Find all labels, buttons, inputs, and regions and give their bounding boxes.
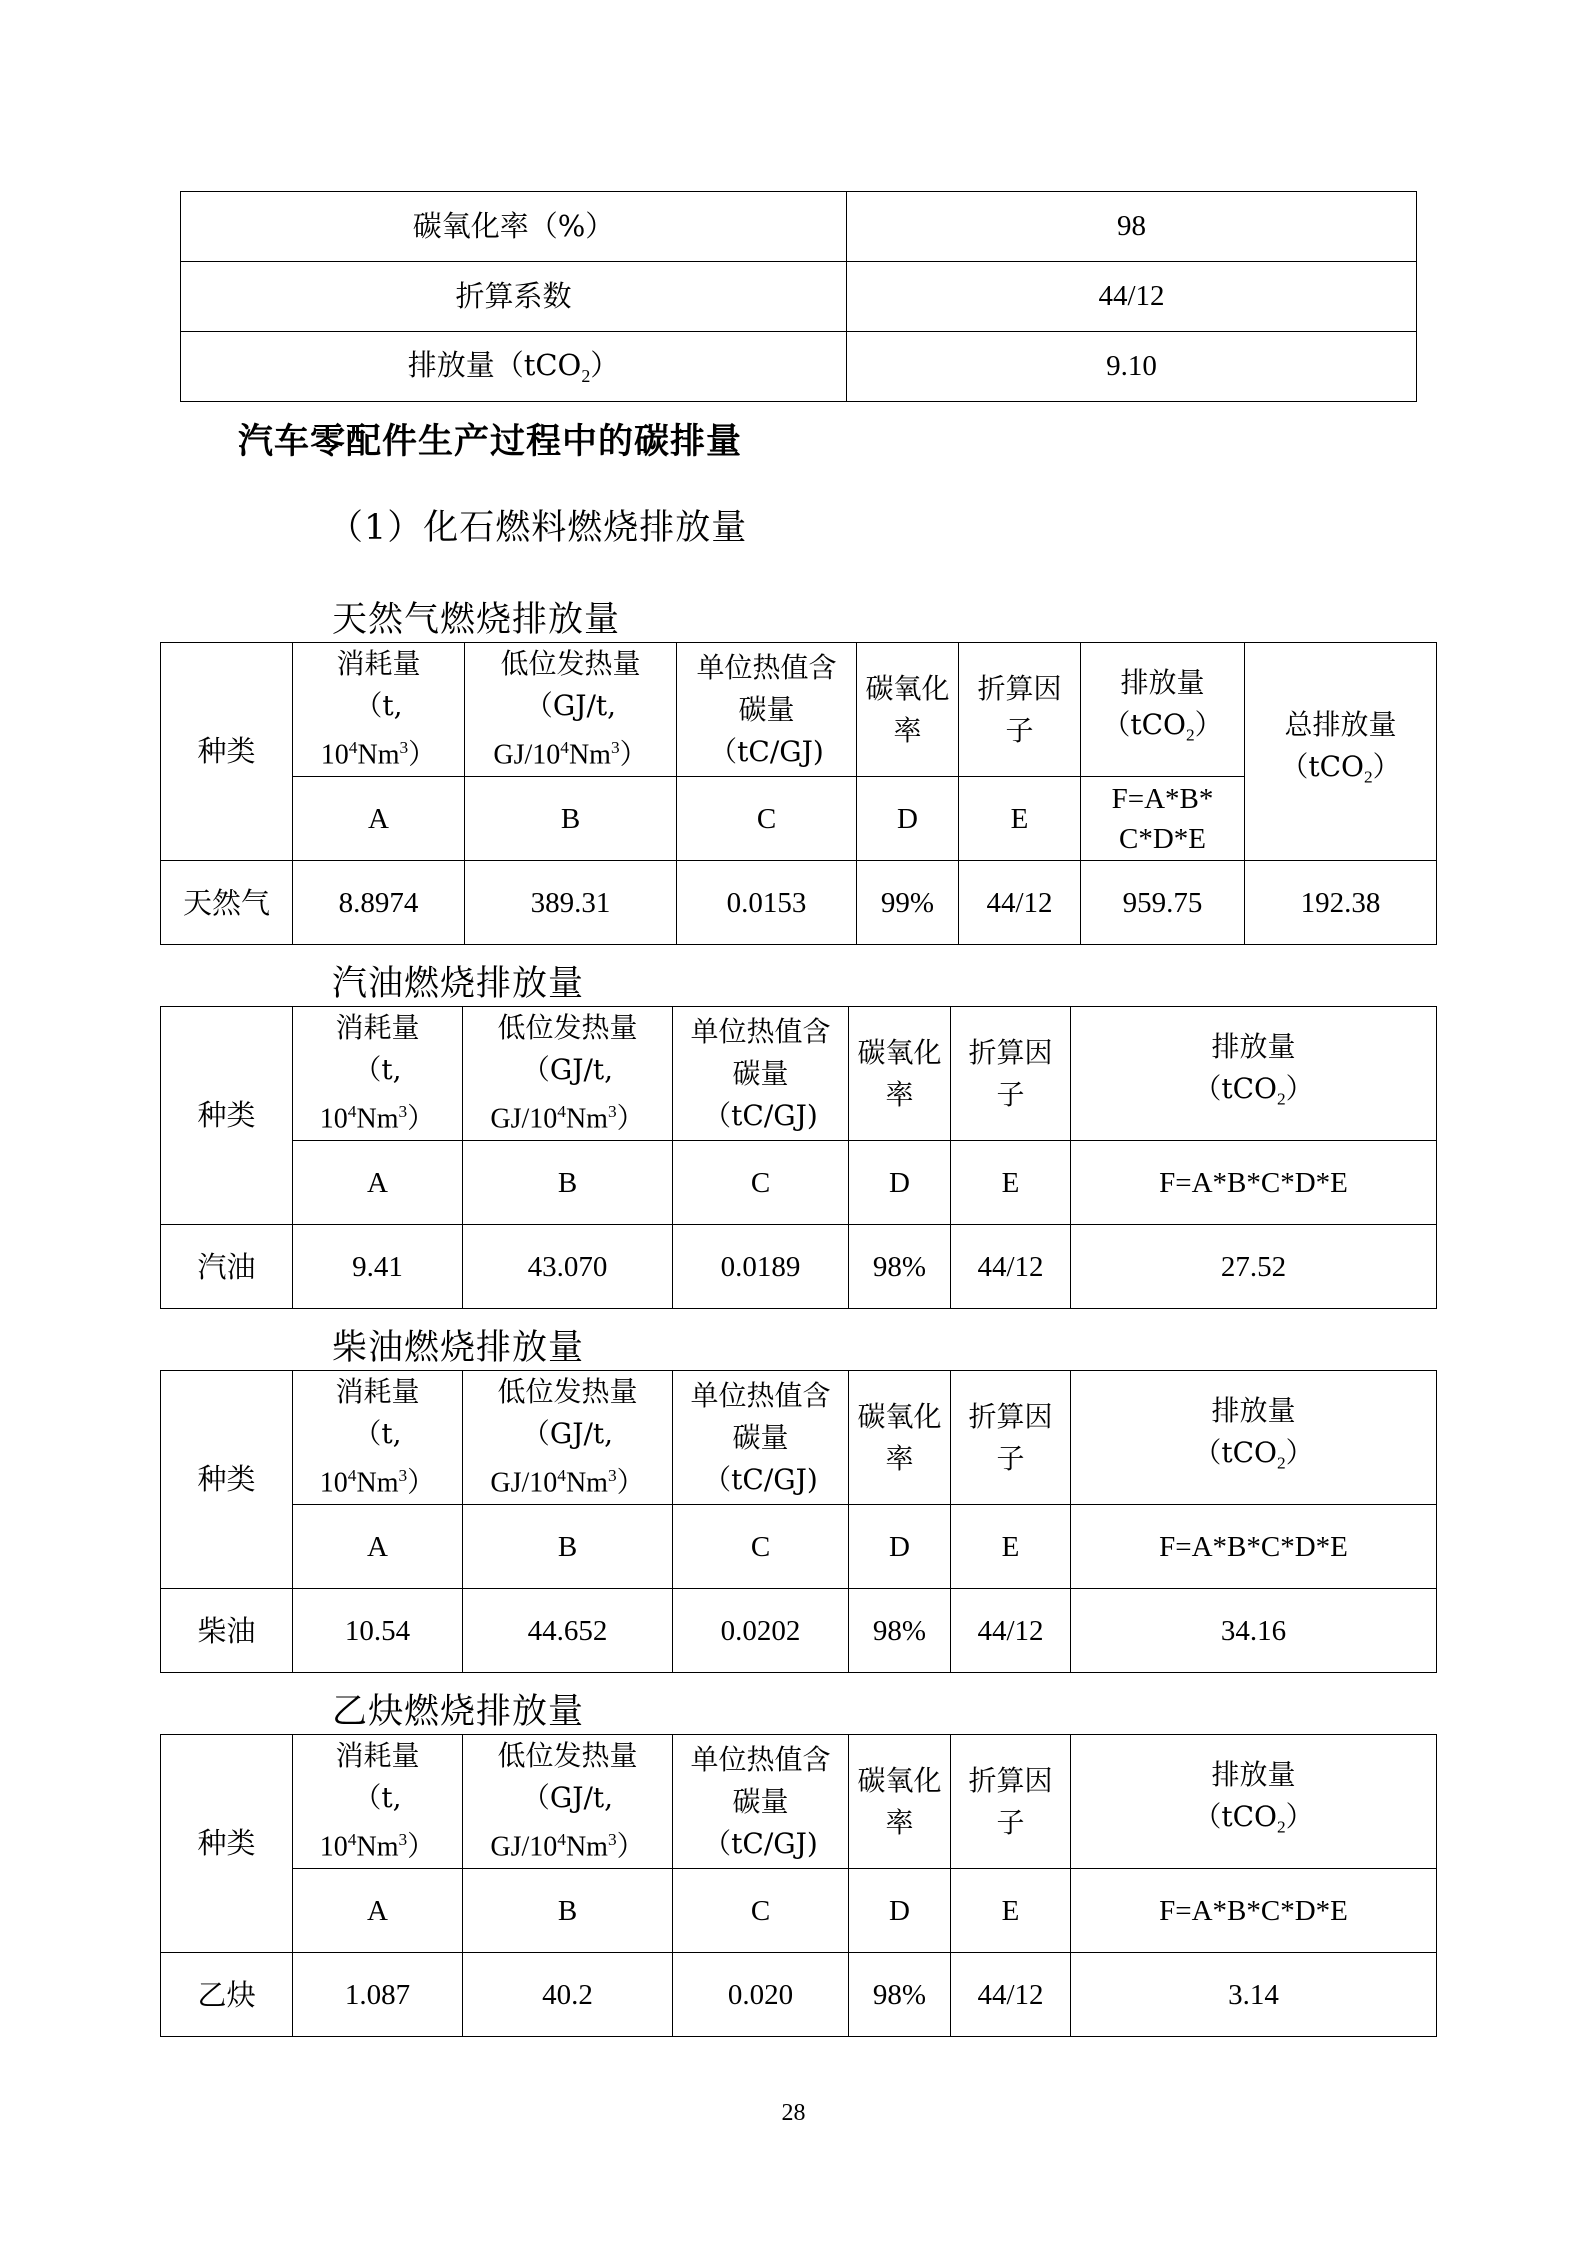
carbon-content-header: 单位热值含 碳量 （tC/GJ) [673,1007,849,1141]
letter-a: A [293,1141,463,1225]
top-summary-table [180,191,1417,402]
table-title: 汽油燃烧排放量 [332,964,585,1004]
value-f: 3.14 [1071,1953,1437,2037]
natural-gas-table [160,642,1437,945]
gasoline-table [160,1006,1437,1309]
value-d: 98% [849,1953,951,2037]
table-header-row [161,643,1437,777]
value-a: 10.54 [293,1589,463,1673]
factor-header: 折算因 子 [951,1735,1071,1869]
consumption-header: 消耗量 （t, $10^4Nm^3$） [293,1007,463,1141]
emission-header: 排放量 （tCO$_2$） [1071,1007,1437,1141]
letter-a: A [293,777,465,861]
letter-c: C [673,1869,849,1953]
oxidation-header: 碳氧化 率 [849,1735,951,1869]
consumption-header: 消耗量 （t, $10^4Nm^3$） [293,1371,463,1505]
value-c: 0.0202 [673,1589,849,1673]
acetylene-table [160,1734,1437,2037]
kind-header: 种类 [161,1735,293,1953]
kind-cell: 天然气 [161,861,293,945]
emission-header: 排放量 （tCO$_2$） [1071,1371,1437,1505]
value-d: 98% [849,1589,951,1673]
value-f: 34.16 [1071,1589,1437,1673]
value-total: 192.38 [1245,861,1437,945]
factor-header: 折算因 子 [959,643,1081,777]
table-row [181,262,1417,332]
emission-header: 排放量 （tCO$_2$） [1081,643,1245,777]
conversion-factor-value: 44/12 [847,262,1417,332]
table-row [161,861,1437,945]
heat-value-header: 低位发热量 （GJ/t, $GJ/10^4Nm^3$） [463,1735,673,1869]
table-title: 柴油燃烧排放量 [332,1328,585,1368]
oxidation-rate-label: 碳氧化率（%） [181,192,847,262]
letter-d: D [849,1505,951,1589]
table-row [161,1225,1437,1309]
emission-label: 排放量（tCO$_2$） [181,332,847,402]
letter-e: E [951,1141,1071,1225]
letter-b: B [463,1141,673,1225]
value-b: 389.31 [465,861,677,945]
kind-cell: 柴油 [161,1589,293,1673]
diesel-table [160,1370,1437,1673]
kind-cell: 汽油 [161,1225,293,1309]
value-b: 40.2 [463,1953,673,2037]
oxidation-header: 碳氧化 率 [849,1007,951,1141]
formula: F=A*B*C*D*E [1071,1141,1437,1225]
letter-a: A [293,1505,463,1589]
letter-c: C [673,1141,849,1225]
consumption-header: 消耗量 （t, $10^4Nm^3$） [293,643,465,777]
table-header-row [161,1869,1437,1953]
sub-heading: （1）化石燃料燃烧排放量 [328,508,748,548]
letter-b: B [463,1869,673,1953]
formula: F=A*B*C*D*E [1071,1869,1437,1953]
kind-cell: 乙炔 [161,1953,293,2037]
oxidation-header: 碳氧化 率 [849,1371,951,1505]
value-e: 44/12 [959,861,1081,945]
emission-header: 排放量 （tCO$_2$） [1071,1735,1437,1869]
value-d: 99% [857,861,959,945]
table-title: 天然气燃烧排放量 [332,600,621,640]
factor-header: 折算因 子 [951,1007,1071,1141]
value-c: 0.020 [673,1953,849,2037]
table-row [181,192,1417,262]
value-a: 8.8974 [293,861,465,945]
table-header-row [161,1505,1437,1589]
value-b: 43.070 [463,1225,673,1309]
letter-d: D [849,1869,951,1953]
kind-header: 种类 [161,1007,293,1225]
table-header-row [161,1371,1437,1505]
formula: F=A*B*C*D*E [1071,1505,1437,1589]
table-header-row [161,1007,1437,1141]
page-number: 28 [781,2100,806,2126]
value-b: 44.652 [463,1589,673,1673]
consumption-header: 消耗量 （t, $10^4Nm^3$） [293,1735,463,1869]
total-emission-header: 总排放量 （tCO$_2$） [1245,643,1437,861]
heat-value-header: 低位发热量 （GJ/t, $GJ/10^4Nm^3$） [465,643,677,777]
table-header-row [161,1735,1437,1869]
value-e: 44/12 [951,1589,1071,1673]
letter-e: E [959,777,1081,861]
value-f: 27.52 [1071,1225,1437,1309]
letter-c: C [677,777,857,861]
table-row [161,1953,1437,2037]
value-d: 98% [849,1225,951,1309]
letter-b: B [465,777,677,861]
value-a: 1.087 [293,1953,463,2037]
section-heading: 汽车零配件生产过程中的碳排量 [238,421,743,462]
table-row [161,1589,1437,1673]
table-row [181,332,1417,402]
value-e: 44/12 [951,1225,1071,1309]
oxidation-rate-value: 98 [847,192,1417,262]
letter-a: A [293,1869,463,1953]
emission-value: 9.10 [847,332,1417,402]
letter-b: B [463,1505,673,1589]
letter-e: E [951,1869,1071,1953]
letter-d: D [857,777,959,861]
kind-header: 种类 [161,643,293,861]
heat-value-header: 低位发热量 （GJ/t, $GJ/10^4Nm^3$） [463,1007,673,1141]
table-title: 乙炔燃烧排放量 [332,1692,585,1732]
letter-d: D [849,1141,951,1225]
letter-c: C [673,1505,849,1589]
value-e: 44/12 [951,1953,1071,2037]
value-f: 959.75 [1081,861,1245,945]
carbon-content-header: 单位热值含 碳量 （tC/GJ) [673,1735,849,1869]
oxidation-header: 碳氧化 率 [857,643,959,777]
kind-header: 种类 [161,1371,293,1589]
conversion-factor-label: 折算系数 [181,262,847,332]
letter-e: E [951,1505,1071,1589]
factor-header: 折算因 子 [951,1371,1071,1505]
value-c: 0.0189 [673,1225,849,1309]
carbon-content-header: 单位热值含 碳量 （tC/GJ) [673,1371,849,1505]
value-a: 9.41 [293,1225,463,1309]
formula: F=A*B* C*D*E [1081,777,1245,861]
heat-value-header: 低位发热量 （GJ/t, $GJ/10^4Nm^3$） [463,1371,673,1505]
value-c: 0.0153 [677,861,857,945]
table-header-row [161,1141,1437,1225]
carbon-content-header: 单位热值含 碳量 （tC/GJ) [677,643,857,777]
